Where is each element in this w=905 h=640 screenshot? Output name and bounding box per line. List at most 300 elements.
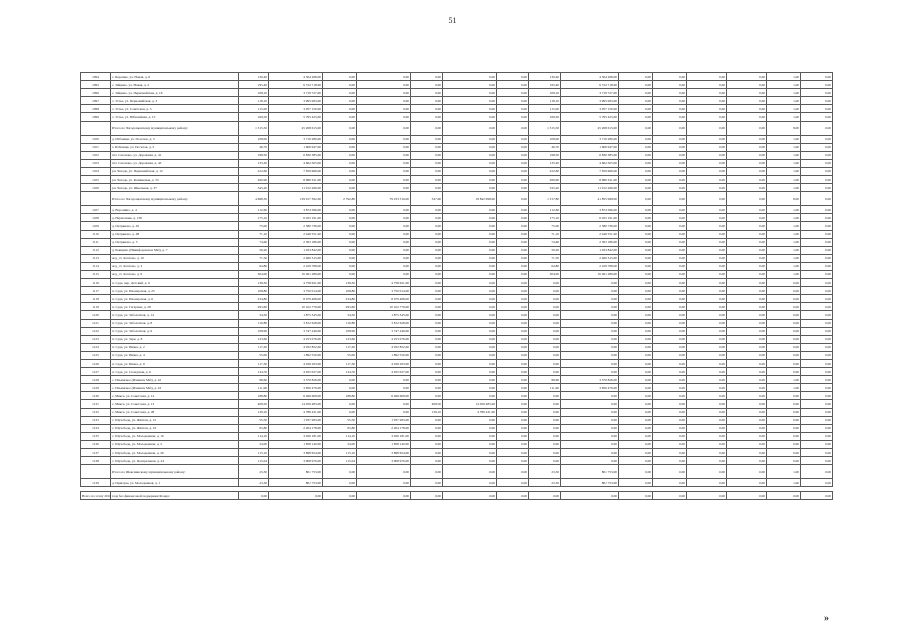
value-cell: 0,00 [443, 73, 497, 81]
address-cell: с. Мякса, ул. Советская, д. 28 [111, 408, 239, 416]
value-cell: 0,00 [727, 376, 767, 384]
value-cell: 0,00 [801, 279, 833, 287]
value-cell: 0,00 [727, 214, 767, 222]
value-cell: 0,00 [653, 408, 687, 416]
value-cell: 0,00 [411, 343, 443, 351]
value-cell: 115,10 [323, 449, 357, 457]
value-cell: 0,00 [323, 222, 357, 230]
row-number-cell: 1115 [81, 270, 111, 278]
value-cell: 115,00 [529, 105, 561, 113]
value-cell: 0,00 [653, 143, 687, 151]
value-cell: 0,00 [411, 176, 443, 184]
value-cell: 0,00 [687, 230, 727, 238]
value-cell: 0,00 [687, 368, 727, 376]
value-cell: 0,00 [411, 327, 443, 335]
value-cell: 0,00 [767, 327, 801, 335]
value-cell: 0,00 [727, 159, 767, 167]
row-number-cell: 1098 [81, 105, 111, 113]
table-row [81, 327, 833, 335]
value-cell: 0,00 [497, 151, 529, 159]
address-cell: п. Суда, ул. Заболотная, д. 9 [111, 327, 239, 335]
value-cell: 0,00 [357, 230, 411, 238]
value-cell: 0,00 [687, 457, 727, 465]
value-cell: 0,00 [619, 465, 653, 479]
value-cell: 0,00 [411, 295, 443, 303]
value-cell: 0,00 [357, 143, 411, 151]
value-cell: 0,00 [411, 184, 443, 192]
value-cell: 1,00 [767, 135, 801, 143]
value-cell: 0,00 [767, 360, 801, 368]
value-cell: 0,00 [411, 319, 443, 327]
value-cell: 0,00 [653, 343, 687, 351]
value-cell: 23,30 [239, 465, 269, 479]
value-cell: 139,10 [239, 408, 269, 416]
value-cell: 55,50 [239, 416, 269, 424]
address-cell: д. Неумоткин, д. 138 [111, 214, 239, 222]
value-cell: 0,00 [801, 492, 833, 500]
value-cell: 0,00 [529, 335, 561, 343]
address-cell: с. Шухободь, ул. Молодежная, д. 2 [111, 440, 239, 448]
value-cell: 0,00 [727, 254, 767, 262]
value-cell: 0,00 [727, 176, 767, 184]
value-cell: 108,00 [239, 135, 269, 143]
value-cell: 0,00 [357, 270, 411, 278]
table-row [81, 360, 833, 368]
value-cell: 1,00 [767, 206, 801, 214]
value-cell: 0,00 [411, 457, 443, 465]
value-cell: 0,00 [687, 343, 727, 351]
value-cell: 0,00 [443, 113, 497, 121]
value-cell: 0,00 [619, 303, 653, 311]
value-cell: 0,00 [443, 184, 497, 192]
value-cell: 0,00 [801, 416, 833, 424]
value-cell: 0,00 [801, 327, 833, 335]
value-cell: 0,00 [801, 230, 833, 238]
value-cell: 1,00 [767, 230, 801, 238]
value-cell: 0,00 [767, 432, 801, 440]
value-cell: 0,00 [727, 360, 767, 368]
value-cell: 0,00 [497, 73, 529, 81]
value-cell: 0,00 [443, 376, 497, 384]
value-cell: 1 858 140,00 [357, 440, 411, 448]
value-cell: 0,00 [561, 457, 619, 465]
value-cell: 8,00 [767, 192, 801, 206]
value-cell: 0,00 [801, 238, 833, 246]
value-cell: 0,00 [653, 192, 687, 206]
value-cell: 0,00 [767, 440, 801, 448]
address-cell: с. Мякса, ул. Советская, д. 13 [111, 400, 239, 408]
value-cell: 0,00 [619, 432, 653, 440]
value-cell: 0,00 [529, 360, 561, 368]
value-cell: 0,00 [357, 408, 411, 416]
address-cell: п. Суда, ул. Пионерская, д. 25 [111, 287, 239, 295]
value-cell: 0,00 [801, 457, 833, 465]
row-number-cell: 1128 [81, 376, 111, 384]
value-cell: 0,00 [411, 492, 443, 500]
value-cell: 0,00 [801, 206, 833, 214]
value-cell: 0,00 [727, 368, 767, 376]
value-cell: 6 722 718,00 [561, 81, 619, 89]
value-cell: 135,20 [239, 159, 269, 167]
value-cell: 0,00 [443, 368, 497, 376]
value-cell: 1,00 [767, 81, 801, 89]
value-cell: 0,00 [619, 159, 653, 167]
value-cell: 64,80 [529, 262, 561, 270]
value-cell: 0,00 [801, 360, 833, 368]
address-cell: рп. Чагода, ул. Школьная, д. 37 [111, 184, 239, 192]
value-cell: 23,30 [529, 465, 561, 479]
value-cell: 0,00 [443, 384, 497, 392]
value-cell: 0,00 [357, 214, 411, 222]
value-cell: 0,00 [357, 206, 411, 214]
value-cell: 0,00 [497, 295, 529, 303]
value-cell: 118,10 [529, 97, 561, 105]
value-cell: 6 496 608,00 [357, 392, 411, 400]
value-cell: 0,00 [653, 279, 687, 287]
value-cell: 1 315,50 [529, 121, 561, 135]
value-cell: 0,00 [497, 351, 529, 359]
value-cell: 3 926 181,00 [269, 432, 323, 440]
value-cell: 46,70 [239, 143, 269, 151]
value-cell: 0,00 [411, 440, 443, 448]
value-cell: 0,00 [653, 360, 687, 368]
value-cell: 0,00 [497, 311, 529, 319]
value-cell: 0,00 [687, 376, 727, 384]
value-cell: 0,00 [801, 479, 833, 487]
row-number-cell: 1096 [81, 89, 111, 97]
value-cell: 0,00 [619, 246, 653, 254]
value-cell: 0,00 [687, 105, 727, 113]
value-cell: 0,00 [497, 465, 529, 479]
value-cell: 408,50 [239, 400, 269, 408]
value-cell: 0,00 [687, 400, 727, 408]
value-cell: 1 892 550,00 [269, 351, 323, 359]
value-cell: 0,00 [323, 376, 357, 384]
value-cell: 0,00 [619, 424, 653, 432]
address-cell: Итого по Чагодощенскому муниципальному району: [111, 121, 239, 135]
value-cell: 0,00 [323, 151, 357, 159]
value-cell: 3 812 628,00 [357, 319, 411, 327]
row-number-cell: 1109 [81, 222, 111, 230]
value-cell: 0,00 [497, 254, 529, 262]
value-cell: 0,00 [323, 270, 357, 278]
value-cell: 0,00 [801, 449, 833, 457]
value-cell: 0,00 [653, 351, 687, 359]
value-cell: 0,00 [497, 432, 529, 440]
value-cell: 0,00 [443, 81, 497, 89]
value-cell: 2 460 315,00 [561, 254, 619, 262]
value-cell: 0,00 [653, 222, 687, 230]
value-cell: 0,00 [411, 135, 443, 143]
value-cell: 0,00 [653, 206, 687, 214]
value-cell: 0,00 [411, 167, 443, 175]
table-row [81, 424, 833, 432]
value-cell: 0,00 [727, 465, 767, 479]
value-cell: 0,00 [687, 206, 727, 214]
row-number-cell: 1125 [81, 351, 111, 359]
value-cell: 10 102 776,00 [357, 303, 411, 311]
table-row [81, 479, 833, 487]
table-row [81, 113, 833, 121]
value-cell: 0,00 [619, 327, 653, 335]
value-cell: 0,00 [561, 400, 619, 408]
value-cell: 0,00 [687, 121, 727, 135]
value-cell: 0,00 [653, 81, 687, 89]
value-cell: 0,00 [443, 295, 497, 303]
value-cell: 0,00 [443, 135, 497, 143]
value-cell: 56,20 [529, 246, 561, 254]
value-cell: 0,00 [801, 73, 833, 81]
value-cell: 0,00 [497, 214, 529, 222]
value-cell: 4 564 268,00 [269, 73, 323, 81]
value-cell: 0,00 [801, 143, 833, 151]
table-row [81, 416, 833, 424]
value-cell: 8 986 321,00 [561, 176, 619, 184]
value-cell: 0,00 [653, 384, 687, 392]
value-cell: 0,00 [411, 97, 443, 105]
value-cell: 293,60 [323, 303, 357, 311]
value-cell: 3 747 249,00 [357, 327, 411, 335]
value-cell: 3 995 063,00 [561, 97, 619, 105]
value-cell: 0,00 [687, 192, 727, 206]
value-cell: 0,00 [323, 492, 357, 500]
value-cell: 0,00 [801, 287, 833, 295]
value-cell: 71,50 [239, 254, 269, 262]
value-cell: 0,00 [619, 279, 653, 287]
row-number-cell [81, 121, 111, 135]
value-cell: 1,00 [767, 97, 801, 105]
value-cell: 1,00 [767, 384, 801, 392]
value-cell: 0,00 [687, 424, 727, 432]
value-cell: 0,00 [357, 105, 411, 113]
value-cell: 79 233 316,00 [357, 192, 411, 206]
value-cell: 0,00 [411, 287, 443, 295]
value-cell: 0,00 [357, 73, 411, 81]
value-cell: 0,00 [411, 432, 443, 440]
value-cell: 75,00 [239, 222, 269, 230]
value-cell: 0,00 [727, 89, 767, 97]
value-cell: 8 986 321,00 [269, 176, 323, 184]
value-cell: 0,00 [443, 351, 497, 359]
value-cell: 0,00 [443, 424, 497, 432]
value-cell: 0,00 [687, 295, 727, 303]
table-row [81, 335, 833, 343]
value-cell: 0,00 [619, 457, 653, 465]
value-cell: 293,60 [239, 303, 269, 311]
value-cell: 0,00 [619, 97, 653, 105]
value-cell: 0,00 [687, 479, 727, 487]
value-cell: 0,00 [529, 424, 561, 432]
value-cell: 0,00 [619, 416, 653, 424]
value-cell: 0,00 [727, 457, 767, 465]
value-cell: 74,60 [529, 238, 561, 246]
value-cell: 0,00 [727, 479, 767, 487]
value-cell: 0,00 [727, 351, 767, 359]
value-cell: 0,00 [767, 303, 801, 311]
value-cell: 6 496 608,00 [269, 392, 323, 400]
value-cell: 0,00 [411, 270, 443, 278]
value-cell: 0,00 [727, 73, 767, 81]
row-number-cell: 1119 [81, 303, 111, 311]
value-cell: 304,00 [239, 270, 269, 278]
value-cell: 0,00 [529, 303, 561, 311]
value-cell: 0,00 [687, 279, 727, 287]
value-cell: 0,00 [727, 287, 767, 295]
value-cell: 0,00 [653, 492, 687, 500]
value-cell: 0,00 [357, 113, 411, 121]
value-cell: 0,00 [443, 262, 497, 270]
value-cell: 0,00 [443, 416, 497, 424]
value-cell: 801 753,00 [561, 465, 619, 479]
value-cell: 0,00 [619, 311, 653, 319]
value-cell: 0,00 [653, 287, 687, 295]
value-cell: 4 668,30 [239, 192, 269, 206]
value-cell: 0,00 [653, 457, 687, 465]
value-cell: 0,00 [619, 192, 653, 206]
value-cell: 0,00 [653, 479, 687, 487]
row-number-cell [81, 192, 111, 206]
table-row [81, 262, 833, 270]
value-cell: 0,00 [443, 143, 497, 151]
value-cell: 0,00 [411, 105, 443, 113]
value-cell: 0,00 [619, 121, 653, 135]
value-cell: 0,00 [653, 254, 687, 262]
value-cell: 0,00 [443, 457, 497, 465]
value-cell: 1,00 [767, 246, 801, 254]
value-cell: 0,00 [767, 368, 801, 376]
value-cell: 10 461 286,00 [269, 270, 323, 278]
value-cell: 0,00 [801, 408, 833, 416]
value-cell: 3 995 063,00 [269, 97, 323, 105]
value-cell: 0,00 [411, 449, 443, 457]
value-cell: 0,00 [687, 303, 727, 311]
address-cell: з. Избоищи, ул. Поселок, д. 5 [111, 143, 239, 151]
value-cell: 0,00 [727, 432, 767, 440]
value-cell: 0,00 [529, 279, 561, 287]
value-cell: 0,00 [529, 457, 561, 465]
value-cell: 117,20 [239, 343, 269, 351]
value-cell: 0,00 [497, 184, 529, 192]
address-cell: ж/д_ст. Хохлово, д. 10 [111, 254, 239, 262]
address-cell: с. Ильинское (Ильинск МО), д. 42 [111, 376, 239, 384]
value-cell: 108,90 [239, 327, 269, 335]
value-cell: 46,70 [529, 143, 561, 151]
value-cell: 10 102 776,00 [269, 303, 323, 311]
value-cell: 1,00 [767, 143, 801, 151]
value-cell: 0,00 [653, 392, 687, 400]
table-row [81, 270, 833, 278]
value-cell: 0,00 [561, 424, 619, 432]
value-cell: 0,00 [653, 376, 687, 384]
value-cell: 0,00 [323, 184, 357, 192]
value-cell: 0,00 [561, 295, 619, 303]
value-cell: 0,00 [497, 327, 529, 335]
value-cell: 0,00 [653, 167, 687, 175]
value-cell: 110,80 [239, 319, 269, 327]
value-cell: 2 229 768,00 [561, 262, 619, 270]
value-cell: 0,00 [619, 368, 653, 376]
value-cell: 54,00 [239, 440, 269, 448]
value-cell: 0,00 [619, 392, 653, 400]
value-cell: 0,00 [357, 254, 411, 262]
value-cell: 0,00 [411, 465, 443, 479]
address-cell: с. Устье, ул. Юбилейная, д. 15 [111, 113, 239, 121]
value-cell: 0,00 [411, 279, 443, 287]
value-cell: 45 268 615,00 [269, 121, 323, 135]
value-cell: 195,40 [529, 81, 561, 89]
address-cell: с. Зайцево, ул. Первомайская, д. 16 [111, 89, 239, 97]
value-cell: 0,00 [801, 135, 833, 143]
value-cell: 0,00 [801, 384, 833, 392]
value-cell: 1 933 842,00 [561, 246, 619, 254]
value-cell: 0,00 [529, 287, 561, 295]
row-number-cell: 1099 [81, 113, 111, 121]
value-cell: 0,00 [497, 416, 529, 424]
value-cell: 4 786 431,00 [269, 408, 323, 416]
value-cell: 0,00 [443, 479, 497, 487]
value-cell: 0,00 [687, 81, 727, 89]
value-cell: 0,00 [727, 113, 767, 121]
value-cell: 54,50 [323, 311, 357, 319]
address-cell: ж/д_ст. Хохлово, д. 6 [111, 270, 239, 278]
value-cell: 0,00 [323, 262, 357, 270]
value-cell: 0,00 [687, 214, 727, 222]
housing-repair-table-wrap [80, 72, 832, 500]
value-cell: 115,04 [323, 457, 357, 465]
value-cell: 0,00 [619, 319, 653, 327]
value-cell: 0,00 [653, 449, 687, 457]
value-cell: 111,90 [239, 384, 269, 392]
value-cell: 0,00 [443, 303, 497, 311]
value-cell: 64,80 [239, 262, 269, 270]
value-cell: 3 874 566,00 [269, 206, 323, 214]
value-cell: 11 912 269,00 [561, 184, 619, 192]
value-cell: 0,00 [687, 222, 727, 230]
value-cell: 0,00 [411, 230, 443, 238]
value-cell: 0,00 [619, 335, 653, 343]
address-cell: пгт. Сазоново, ул. Дорожная, д. 41 [111, 151, 239, 159]
value-cell: 0,00 [767, 424, 801, 432]
value-cell: 0,00 [727, 270, 767, 278]
value-cell: 0,00 [653, 121, 687, 135]
value-cell: 0,00 [411, 424, 443, 432]
value-cell: 0,00 [323, 159, 357, 167]
value-cell: 4 635 027,00 [269, 368, 323, 376]
value-cell: 0,00 [801, 214, 833, 222]
value-cell: 0,00 [653, 432, 687, 440]
value-cell: 3 747 249,00 [269, 327, 323, 335]
row-number-cell: 1106 [81, 184, 111, 192]
value-cell: 55,00 [239, 351, 269, 359]
value-cell: 0,00 [653, 214, 687, 222]
value-cell: 4 032 852,00 [357, 343, 411, 351]
value-cell: 0,00 [619, 400, 653, 408]
value-cell: 2 446 551,00 [269, 230, 323, 238]
value-cell: 0,00 [767, 400, 801, 408]
value-cell: 0,00 [727, 327, 767, 335]
value-cell: 0,00 [239, 492, 269, 500]
table-row [81, 303, 833, 311]
value-cell: 0,00 [497, 392, 529, 400]
value-cell: 0,00 [619, 440, 653, 448]
value-cell: 0,00 [323, 384, 357, 392]
value-cell: 0,00 [801, 184, 833, 192]
row-number-cell: 1131 [81, 400, 111, 408]
value-cell: 5 795 425,00 [561, 113, 619, 121]
row-number-cell: 1133 [81, 416, 111, 424]
value-cell: 115,10 [239, 449, 269, 457]
address-cell: п. Суда, ул. Гагарина, д. 28 [111, 303, 239, 311]
